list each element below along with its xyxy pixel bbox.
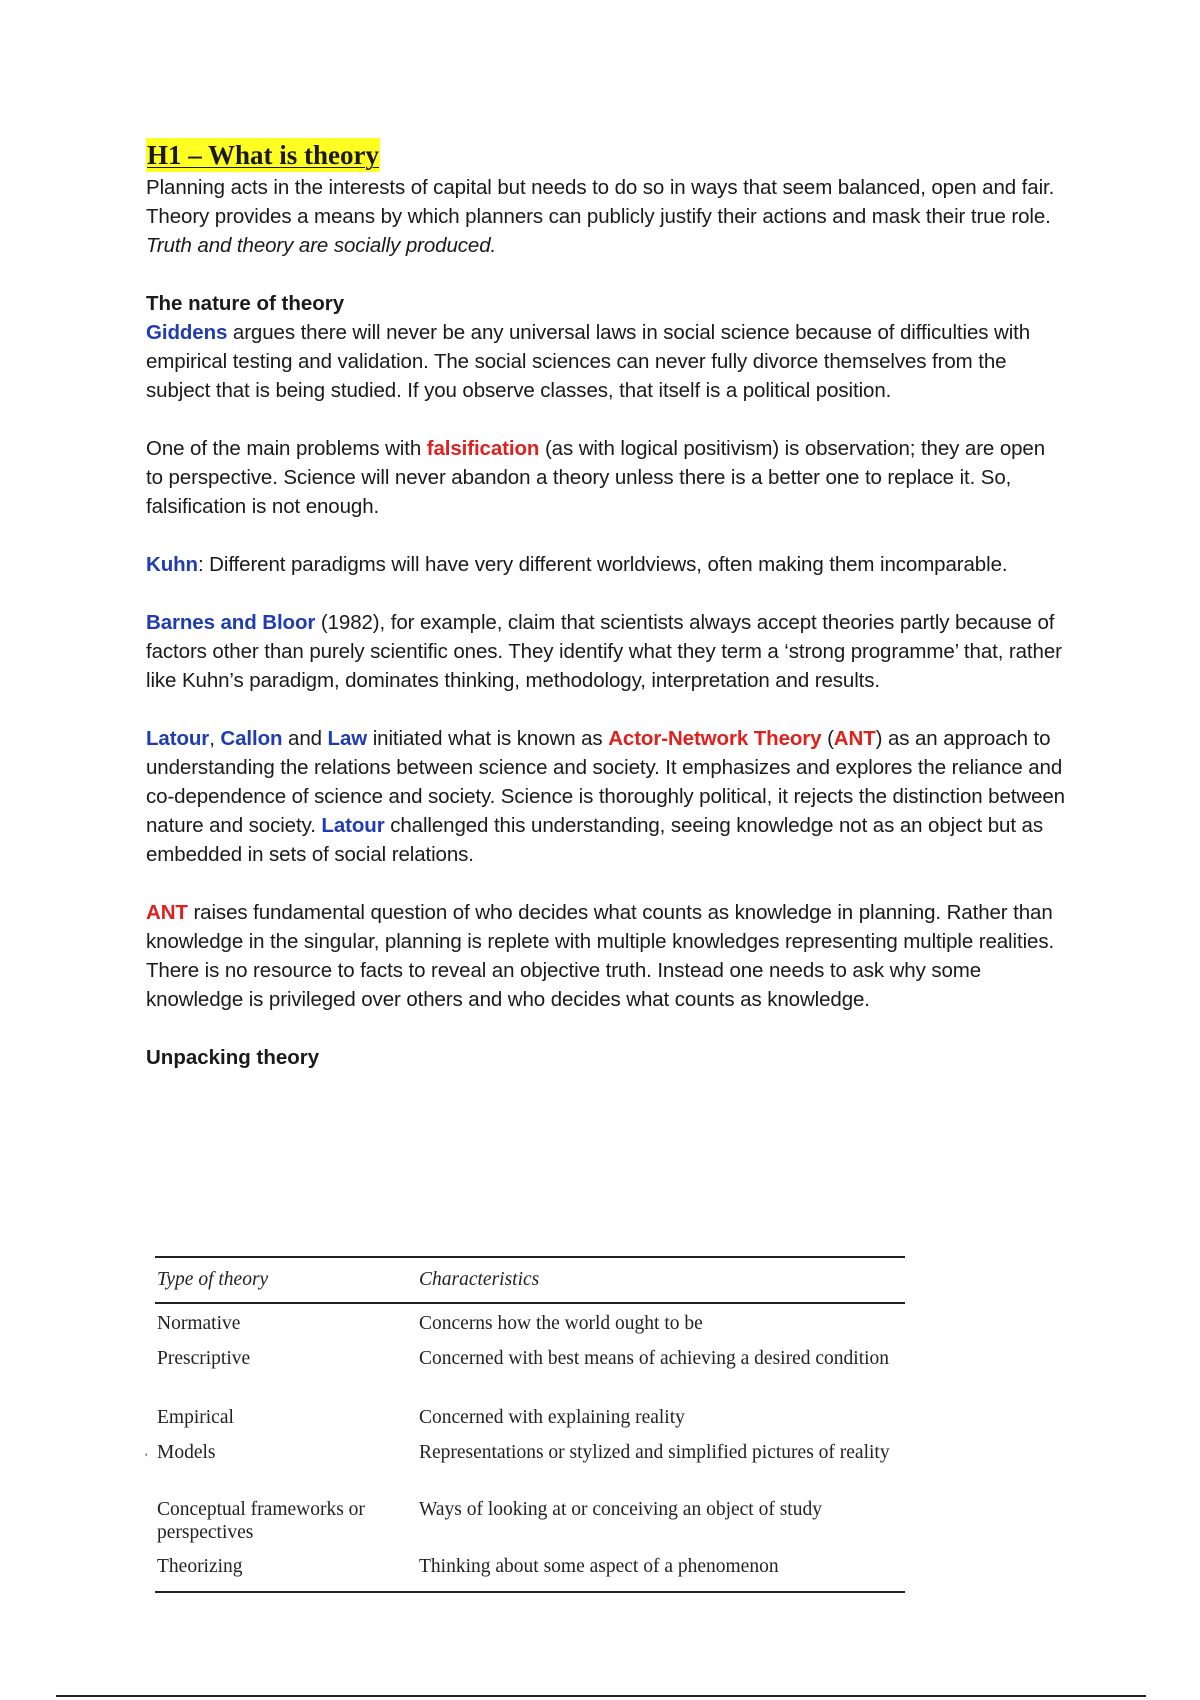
intro-paragraph: [146, 173, 1066, 260]
author-latour: Latour: [146, 727, 210, 750]
table-row: [155, 1347, 905, 1406]
ant-intro-rest: ) as an approach to understanding the relations between science and society. It emphasizes and explores the reliance and co-dependence of science and society. Science is thoroughly political, it rejects the distinction between nature and society.: [146, 727, 1065, 837]
term-ant: ANT: [146, 901, 188, 924]
ant-knowledge-paragraph: [146, 898, 1066, 1014]
ant-intro-paragraph: [146, 724, 1066, 869]
kuhn-paragraph: [146, 550, 1066, 579]
header-type-of-theory: Type of theory: [157, 1269, 269, 1290]
theory-desc-cell: Concerned with best means of achieving a desired condition: [419, 1348, 890, 1369]
page-footer-rule: [56, 1695, 1146, 1697]
page-title: H1 – What is theory: [147, 140, 380, 170]
theory-desc-cell: Thinking about some aspect of a phenomenon: [419, 1556, 779, 1577]
intro-text: Planning acts in the interests of capital but needs to do so in ways that seem balanced, open and fair. Theory provides a means by which planners can publicly justify their actions and mask their true role.: [146, 176, 1055, 228]
theory-type-cell: Conceptual frameworks or perspectives: [157, 1499, 365, 1543]
author-kuhn: Kuhn: [146, 553, 198, 576]
table-header: [155, 1258, 905, 1304]
author-law: Law: [327, 727, 368, 750]
ant-knowledge-text: raises fundamental question of who decides what counts as knowledge in planning. Rather than knowledge in the singular, planning is replete with multiple knowledges representing multiple realities. There is no resource to facts to reveal an objective truth. Instead one needs to ask why some knowledge is privileged over others and who decides what counts as knowledge.: [146, 901, 1055, 1011]
table-row: [155, 1406, 905, 1441]
theory-types-table: [155, 1256, 905, 1593]
theory-type-cell: Models: [157, 1442, 216, 1463]
header-characteristics: Characteristics: [419, 1269, 540, 1290]
table-row: [155, 1555, 905, 1591]
section-heading-unpacking: Unpacking theory: [146, 1046, 320, 1069]
term-actor-network-theory: Actor-Network Theory: [608, 727, 822, 750]
intro-italic: Truth and theory are socially produced.: [146, 234, 497, 257]
table-row: [155, 1441, 905, 1498]
theory-desc-cell: Concerned with explaining reality: [419, 1407, 685, 1428]
author-callon: Callon: [220, 727, 283, 750]
theory-type-cell: Prescriptive: [157, 1348, 251, 1369]
barnes-text: (1982), for example, claim that scientists always accept theories partly because of factors other than purely scientific ones. They identify what they term a ‘strong programme’ that, rather like Kuhn’s paradigm, dominates thinking, methodology, interpretation and results.: [146, 611, 1062, 692]
theory-desc-cell: Ways of looking at or conceiving an object of study: [419, 1499, 822, 1520]
term-falsification: falsification: [426, 437, 540, 460]
ant-intro-mid: initiated what is known as: [367, 727, 609, 750]
giddens-text: argues there will never be any universal laws in social science because of difficulties with empirical testing and validation. The social sciences can never fully divorce themselves from the subject that is being studied. If you observe classes, that itself is a political position.: [146, 321, 1031, 402]
table-bottom-rule: [155, 1591, 905, 1593]
ant-intro-end: challenged this understanding, seeing knowledge not as an object but as embedded in sets of social relations.: [146, 814, 1043, 866]
section-heading-nature: The nature of theory: [146, 292, 345, 315]
stray-mark: ': [145, 1451, 148, 1465]
term-ant-abbr: ANT: [833, 727, 876, 750]
table-row: [155, 1498, 905, 1555]
barnes-paragraph: [146, 608, 1066, 695]
giddens-paragraph: [146, 318, 1066, 405]
theory-desc-cell: Concerns how the world ought to be: [419, 1313, 703, 1334]
paren-open: (: [821, 727, 834, 750]
kuhn-text: : Different paradigms will have very different worldviews, often making them incomparable.: [197, 553, 1008, 576]
document-page: [146, 138, 1066, 1072]
theory-type-cell: Theorizing: [157, 1556, 243, 1577]
author-giddens: Giddens: [146, 321, 228, 344]
falsification-before: One of the main problems with: [146, 437, 427, 460]
author-latour-2: Latour: [321, 814, 385, 837]
table-row: [155, 1312, 905, 1347]
separator-comma: ,: [209, 727, 221, 750]
falsification-after: (as with logical positivism) is observation; they are open to perspective. Science will never abandon a theory unless there is a better one to replace it. So, falsification is not enough.: [146, 437, 1046, 518]
separator-and: and: [282, 727, 328, 750]
theory-desc-cell: Representations or stylized and simplified pictures of reality: [419, 1442, 890, 1463]
falsification-paragraph: [146, 434, 1066, 521]
author-barnes-bloor: Barnes and Bloor: [146, 611, 316, 634]
theory-type-cell: Normative: [157, 1313, 241, 1334]
theory-type-cell: Empirical: [157, 1407, 234, 1428]
